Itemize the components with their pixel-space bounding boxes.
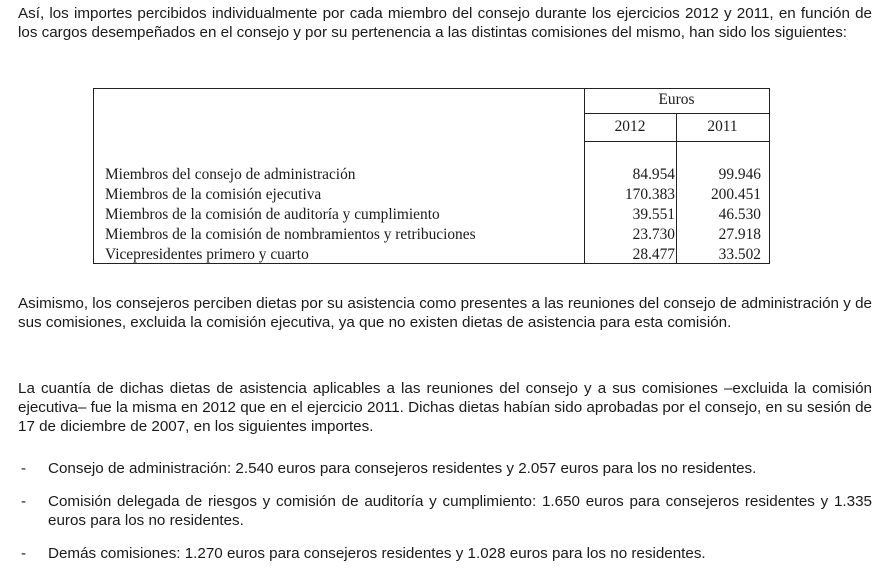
row-label: Vicepresidentes primero y cuarto <box>105 246 309 263</box>
asimismo-paragraph: Asimismo, los consejeros perciben dietas por su asistencia como presentes a las reuniones del consejo de administración y de sus comisiones, excluida la comisión ejecutiva, ya que no existen dietas de asistencia para esta comisión. <box>18 295 872 331</box>
row-label: Miembros de la comisión de auditoría y cumplimiento <box>105 206 440 223</box>
row-value-2012: 28.477 <box>632 246 675 263</box>
list-item-text: Consejo de administración: 2.540 euros para consejeros residentes y 2.057 euros para los no residentes. <box>48 460 757 477</box>
row-value-2011: 200.451 <box>710 186 761 203</box>
remuneration-table <box>93 88 770 264</box>
row-value-2012: 39.551 <box>632 206 675 223</box>
bullet-dash: - <box>21 460 27 477</box>
header-year-2011: 2011 <box>707 118 738 135</box>
row-value-2011: 27.918 <box>718 226 761 243</box>
list-item-text: Comisión delegada de riesgos y comisión de auditoría y cumplimiento: 1.650 euros para consejeros residentes y 1.335 euros para los no residentes. <box>48 493 872 529</box>
header-euros: Euros <box>658 91 695 108</box>
row-label: Miembros de la comisión ejecutiva <box>105 186 322 203</box>
list-item-text: Demás comisiones: 1.270 euros para consejeros residentes y 1.028 euros para los no residentes. <box>48 545 706 562</box>
row-value-2011: 99.946 <box>718 166 761 183</box>
header-year-2012: 2012 <box>614 118 646 135</box>
intro-paragraph: Así, los importes percibidos individualmente por cada miembro del consejo durante los ejercicios 2012 y 2011, en función de los cargos desempeñados en el consejo y por su pertenencia a las distintas comisiones del mismo, han sido los siguientes: <box>18 5 872 41</box>
row-label: Miembros del consejo de administración <box>105 166 356 183</box>
bullet-dash: - <box>21 545 27 562</box>
cuantia-paragraph: La cuantía de dichas dietas de asistencia aplicables a las reuniones del consejo y a sus comisiones –excluida la comisión ejecutiva– fue la misma en 2012 que en el ejercicio 2011. Dichas dietas habían sido aprobadas por el consejo, en su sesión de 17 de diciembre de 2007, en los siguientes importes. <box>18 380 872 435</box>
header-group-underline <box>584 113 769 114</box>
bullet-dash: - <box>21 493 27 510</box>
header-underline <box>584 141 769 142</box>
row-value-2012: 170.383 <box>624 186 675 203</box>
row-value-2012: 23.730 <box>632 226 675 243</box>
row-label: Miembros de la comisión de nombramientos y retribuciones <box>105 226 476 243</box>
column-divider-label <box>584 89 585 263</box>
row-value-2011: 46.530 <box>718 206 761 223</box>
row-value-2012: 84.954 <box>632 166 675 183</box>
column-divider-years <box>676 114 677 263</box>
row-value-2011: 33.502 <box>718 246 761 263</box>
